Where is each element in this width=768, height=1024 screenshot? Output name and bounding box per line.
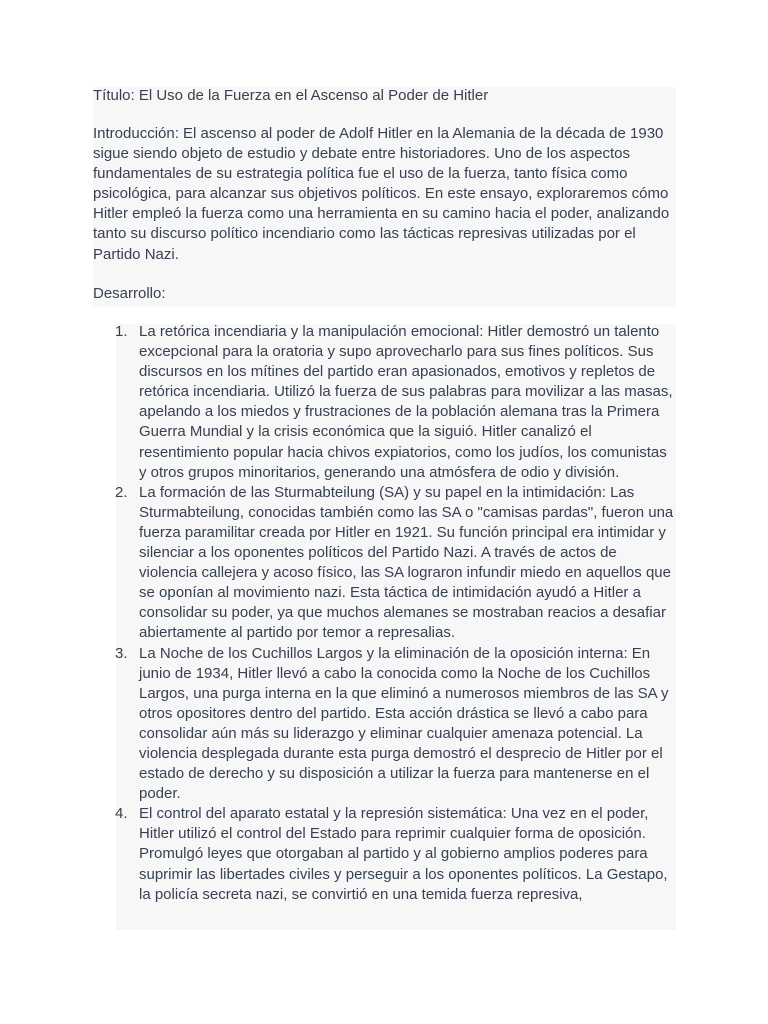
document-title: Título: El Uso de la Fuerza en el Ascenso al Poder de Hitler: [93, 87, 489, 104]
list-item: [115, 483, 675, 644]
list-item-number: 3.: [115, 644, 128, 662]
list-item: [115, 322, 675, 483]
list-item-text: La formación de las Sturmabteilung (SA) y su papel en la intimidación: Las Sturmabteilung, conocidas también como las SA o "camisas pardas", fueron una fuerza paramilitar creada por Hitler en 1921. Su función principal era intimidar y silenciar a los oponentes políticos del Partido Nazi. A través de actos de violencia callejera y acoso físico, las SA lograron infundir miedo en aquellos que se oponían al movimiento nazi. Esta táctica de intimidación ayudó a Hitler a consolidar su poder, ya que muchos alemanes se mostraban reacios a desafiar abiertamente al partido por temor a represalias.: [139, 483, 674, 642]
list-item-text: El control del aparato estatal y la represión sistemática: Una vez en el poder, Hitler utilizó el control del Estado para reprimir cualquier forma de oposición. Promulgó leyes que otorgaban al partido y al gobierno amplios poderes para suprimir las libertades civiles y perseguir a los oponentes políticos. La Gestapo, la policía secreta nazi, se convirtió en una temida fuerza represiva,: [139, 805, 668, 903]
list-item-number: 1.: [115, 323, 128, 340]
list-item: [115, 644, 675, 805]
numbered-list: [115, 322, 675, 905]
list-item-text: La Noche de los Cuchillos Largos y la eliminación de la oposición interna: En junio de 1934, Hitler llevó a cabo la conocida como la Noche de los Cuchillos Largos, una purga interna en la que eliminó a numerosos miembros de las SA y otros opositores dentro del partido. Esta acción drástica se llevó a cabo para consolidar aún más su liderazgo y eliminar cualquier amenaza potencial. La violencia desplegada durante esta purga demostró el desprecio de Hitler por el estado de derecho y su disposición a utilizar la fuerza para mantenerse en el poder.: [139, 644, 669, 803]
list-item-number: 2.: [115, 483, 128, 501]
list-item-text: La retórica incendiaria y la manipulación emocional: Hitler demostró un talento excepcional para la oratoria y supo aprovecharlo para sus fines políticos. Sus discursos en los mítines del partido eran apasionados, emotivos y repletos de retórica incendiaria. Utilizó la fuerza de sus palabras para movilizar a las masas, apelando a los miedos y frustraciones de la población alemana tras la Primera Guerra Mundial y la crisis económica que la siguió. Hitler canalizó el resentimiento popular hacia chivos expiatorios, como los judíos, los comunistas y otros grupos minoritarios, generando una atmósfera de odio y división.: [139, 323, 673, 481]
section-heading: Desarrollo:: [93, 285, 166, 302]
list-item: [115, 804, 675, 904]
list-item-number: 4.: [115, 805, 128, 823]
introduction-paragraph: Introducción: El ascenso al poder de Adolf Hitler en la Alemania de la década de 1930 sigue siendo objeto de estudio y debate entre historiadores. Uno de los aspectos fundamentales de su estrategia política fue el uso de la fuerza, tanto física como psicológica, para alcanzar sus objetivos políticos. En este ensayo, exploraremos cómo Hitler empleó la fuerza como una herramienta en su camino hacia el poder, analizando tanto su discurso político incendiario como las tácticas represivas utilizadas por el Partido Nazi.: [93, 125, 670, 263]
